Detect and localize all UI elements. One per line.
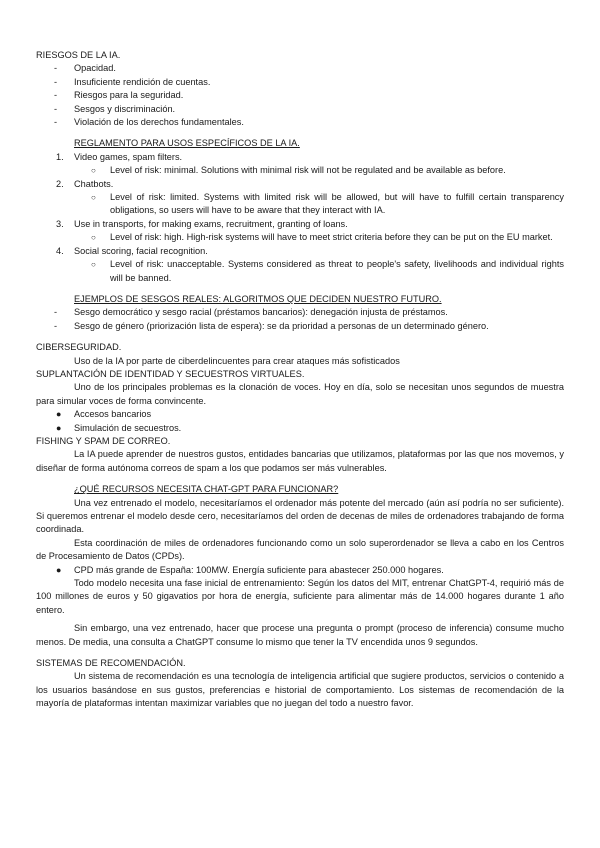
list-item: - Sesgo democrático y sesgo racial (préstamos bancarios): denegación injusta de préstamos. xyxy=(36,306,564,319)
list-item: ● Accesos bancarios xyxy=(36,408,564,421)
dash-marker: - xyxy=(54,63,58,74)
riesgos-heading: RIESGOS DE LA IA. xyxy=(36,50,121,60)
ciber-heading: CIBERSEGURIDAD. xyxy=(36,342,122,353)
list-item: 1. Video games, spam filters. ○ Level of risk: minimal. Solutions with minimal risk will not be regulated and be available as before. xyxy=(36,151,564,178)
list-item: ○ Level of risk: minimal. Solutions with minimal risk will not be regulated and be available as before. xyxy=(36,164,564,177)
bullet-marker: ● xyxy=(56,422,62,433)
bullet-marker: ● xyxy=(56,564,62,575)
suplantacion-text: Uno de los principales problemas es la clonación de voces. Hoy en día, solo se necesitan unos segundos de muestra para simular voces de forma convincente. xyxy=(36,382,564,406)
list-item: - Violación de los derechos fundamentales. xyxy=(36,116,564,129)
chatgpt-list xyxy=(36,564,564,577)
document-content xyxy=(36,49,564,711)
chatgpt-paragraph-2: Esta coordinación de miles de ordenadores funcionando como un solo superordenador se lleva a cabo en los Centros de Procesamiento de Datos (CPDs). xyxy=(36,537,564,562)
circle-marker: ○ xyxy=(91,166,96,176)
suplantacion-list xyxy=(36,408,564,435)
list-item: ○ Level of risk: high. High-risk systems will have to meet strict criteria before they can be put on the EU market. xyxy=(36,231,564,244)
dash-marker: - xyxy=(54,117,58,128)
bullet-marker: ● xyxy=(56,409,62,420)
chatgpt-heading: ¿QUÉ RECURSOS NECESITA CHAT-GPT PARA FUNCIONAR? xyxy=(74,484,339,495)
chatgpt-paragraph-4: Sin embargo, una vez entrenado, hacer que procese una pregunta o prompt (proceso de inferencia) consume mucho menos. De media, una consulta a ChatGPT consume lo mismo que tener la TV encendida unos 9 segundos. xyxy=(36,623,564,647)
dash-marker: - xyxy=(54,90,58,101)
reglamento-heading: REGLAMENTO PARA USOS ESPECÍFICOS DE LA IA. xyxy=(74,138,300,149)
ciber-text: Uso de la IA por parte de ciberdelincuentes para crear ataques más sofisticados xyxy=(74,355,400,366)
suplantacion-heading: SUPLANTACIÓN DE IDENTIDAD Y SECUESTROS VIRTUALES. xyxy=(36,368,305,379)
fishing-heading: FISHING Y SPAM DE CORREO. xyxy=(36,435,171,446)
recomendacion-heading: SISTEMAS DE RECOMENDACIÓN. xyxy=(36,658,186,669)
reglamento-list xyxy=(36,151,564,285)
list-item: - Sesgos y discriminación. xyxy=(36,103,564,116)
list-item: ○ Level of risk: limited. Systems with limited risk will be allowed, but will have to fulfill certain transparency obligations, so users will have to be aware that they interact with IA. xyxy=(91,192,564,216)
list-item: ○ Level of risk: unacceptable. Systems considered as threat to people's safety, livelihoods and individual rights will be banned. xyxy=(91,259,564,283)
dash-marker: - xyxy=(54,307,58,318)
list-item: 4. Social scoring, facial recognition. ○ Level of risk: unacceptable. Systems considered as threat to people's safety, livelihoods and individual rights will be banned. xyxy=(36,245,564,285)
dash-marker: - xyxy=(54,320,58,331)
circle-marker: ○ xyxy=(91,260,96,270)
dash-marker: - xyxy=(54,76,58,87)
recomendacion-text: Un sistema de recomendación es una tecnología de inteligencia artificial que sugiere productos, servicios o contenido a los usuarios basándose en sus gustos, preferencias e historial de comportamiento. Los sistemas de recomendación de la mayoría de plataformas intentan maximizar variables que no juegan del todo a nuestro favor. xyxy=(36,671,564,709)
list-item: 3. Use in transports, for making exams, recruitment, granting of loans. ○ Level of risk: high. High-risk systems will have to meet strict criteria before they can be put on the EU market. xyxy=(36,218,564,245)
circle-marker: ○ xyxy=(91,233,96,243)
list-item: - Opacidad. xyxy=(36,62,564,75)
list-item: 2. Chatbots. ○ Level of risk: limited. Systems with limited risk will be allowed, but will have to fulfill certain transparency obligations, so users will have to be aware that they interact with IA. xyxy=(36,178,564,218)
list-item: ● CPD más grande de España: 100MW. Energía suficiente para abastecer 250.000 hogares. xyxy=(36,564,564,577)
list-item: - Sesgo de género (priorización lista de espera): se da prioridad a personas de un determinado género. xyxy=(36,320,564,333)
circle-marker: ○ xyxy=(91,193,96,203)
chatgpt-paragraph-3: Todo modelo necesita una fase inicial de entrenamiento: Según los datos del MIT, entrenar ChatGPT-4, requirió más de 100 millones de euros y 50 gigavatios por hora de energía, suficiente para alimentar más de 14.000 hogares durante 1 año entero. xyxy=(36,578,564,615)
fishing-text: La IA puede aprender de nuestros gustos, entidades bancarias que utilizamos, plataformas por las que nos movemos, y diseñar de forma autónoma correos de spam a los que podamos ser más vulnerables. xyxy=(36,449,564,473)
list-item: - Riesgos para la seguridad. xyxy=(36,89,564,102)
list-item: ● Simulación de secuestros. xyxy=(36,422,564,435)
list-item: - Insuficiente rendición de cuentas. xyxy=(36,76,564,89)
ejemplos-list xyxy=(36,306,564,333)
dash-marker: - xyxy=(54,103,58,114)
ejemplos-heading: EJEMPLOS DE SESGOS REALES: ALGORITMOS QUE DECIDEN NUESTRO FUTURO. xyxy=(74,293,442,304)
riesgos-list xyxy=(36,62,564,129)
chatgpt-paragraph-1: Una vez entrenado el modelo, necesitaríamos el ordenador más potente del mercado (aún así podría no ser suficiente). Si queremos entrenar el modelo desde cero, necesitaríamos del orden de decenas de miles de ordenadores trabajando de forma coordinada. xyxy=(36,497,564,535)
